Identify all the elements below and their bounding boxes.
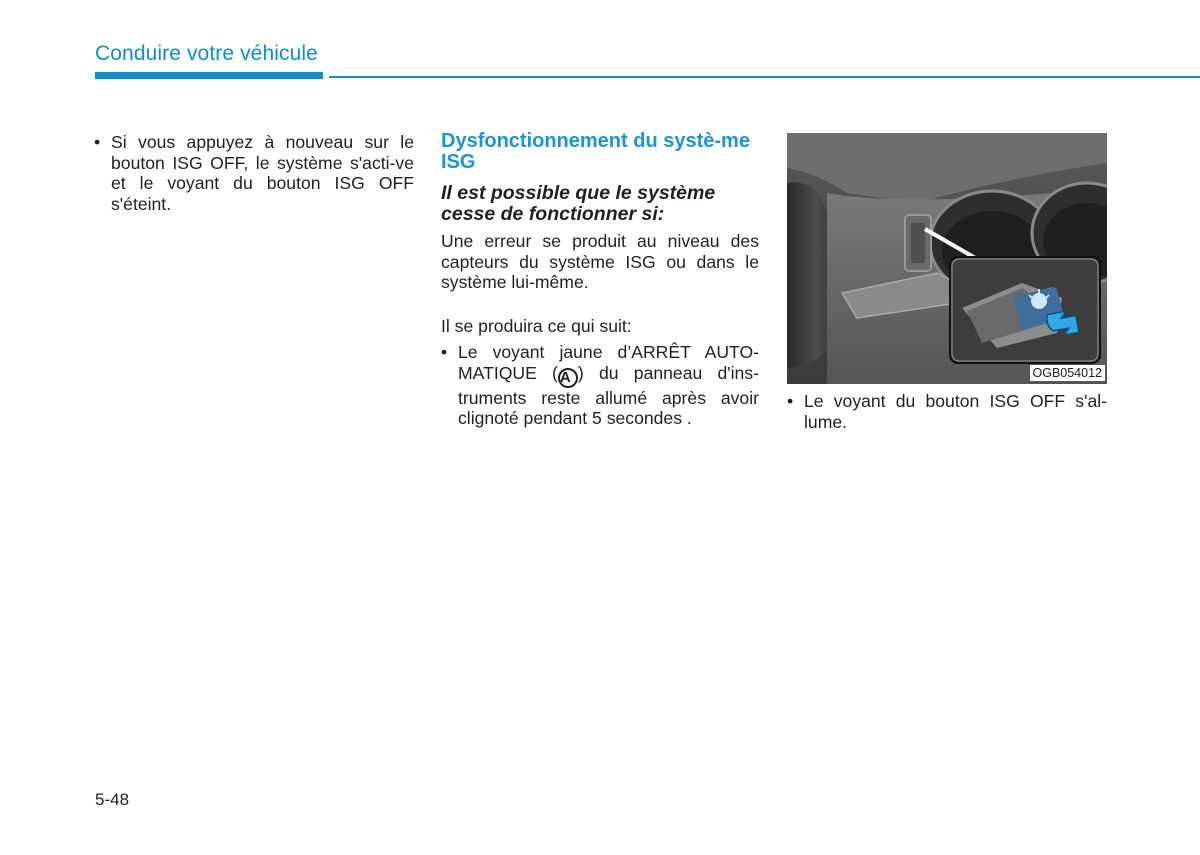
left-column: [94, 132, 414, 214]
sub-heading: Il est possible que le système cesse de fonctionner si:: [441, 182, 716, 225]
bullet-marker: •: [441, 342, 448, 362]
auto-stop-indicator-icon: A: [558, 368, 578, 388]
bullet-marker: •: [787, 391, 794, 411]
header-accent-bar: [95, 72, 323, 79]
chapter-title: Conduire votre véhicule: [95, 42, 318, 65]
right-column: [787, 391, 1107, 432]
page-number: 5-48: [95, 790, 130, 809]
bullet-text-before: Le voyant jaune d’ARRÊT AUTO-MATIQUE (: [458, 342, 759, 383]
list-item: [441, 342, 759, 429]
bullet-text: Si vous appuyez à nouveau sur le bouton ISG OFF, le système s'acti-ve et le voyant du bouton ISG OFF s'éteint.: [111, 132, 414, 214]
section-heading: Dysfonctionnement du systè-me ISG: [441, 130, 750, 173]
paragraph: Une erreur se produit au niveau des capteurs du système ISG ou dans le système lui-même.: [441, 231, 759, 292]
header-rule: [329, 76, 1200, 78]
isg-off-button-photo-icon: [787, 133, 1107, 384]
isg-button-figure: [787, 133, 1107, 384]
bullet-text: Le voyant du bouton ISG OFF s'al-lume.: [804, 391, 1107, 432]
bullet-marker: •: [94, 132, 101, 152]
bullet-text-after: ) du panneau d'ins-truments reste allumé après avoir clignoté pendant 5 secondes .: [458, 362, 759, 428]
list-item: [787, 391, 1107, 432]
figure-code: OGB054012: [1030, 365, 1106, 381]
paragraph: Il se produira ce qui suit:: [441, 315, 632, 336]
middle-column: [441, 131, 759, 429]
list-item: [94, 132, 414, 214]
